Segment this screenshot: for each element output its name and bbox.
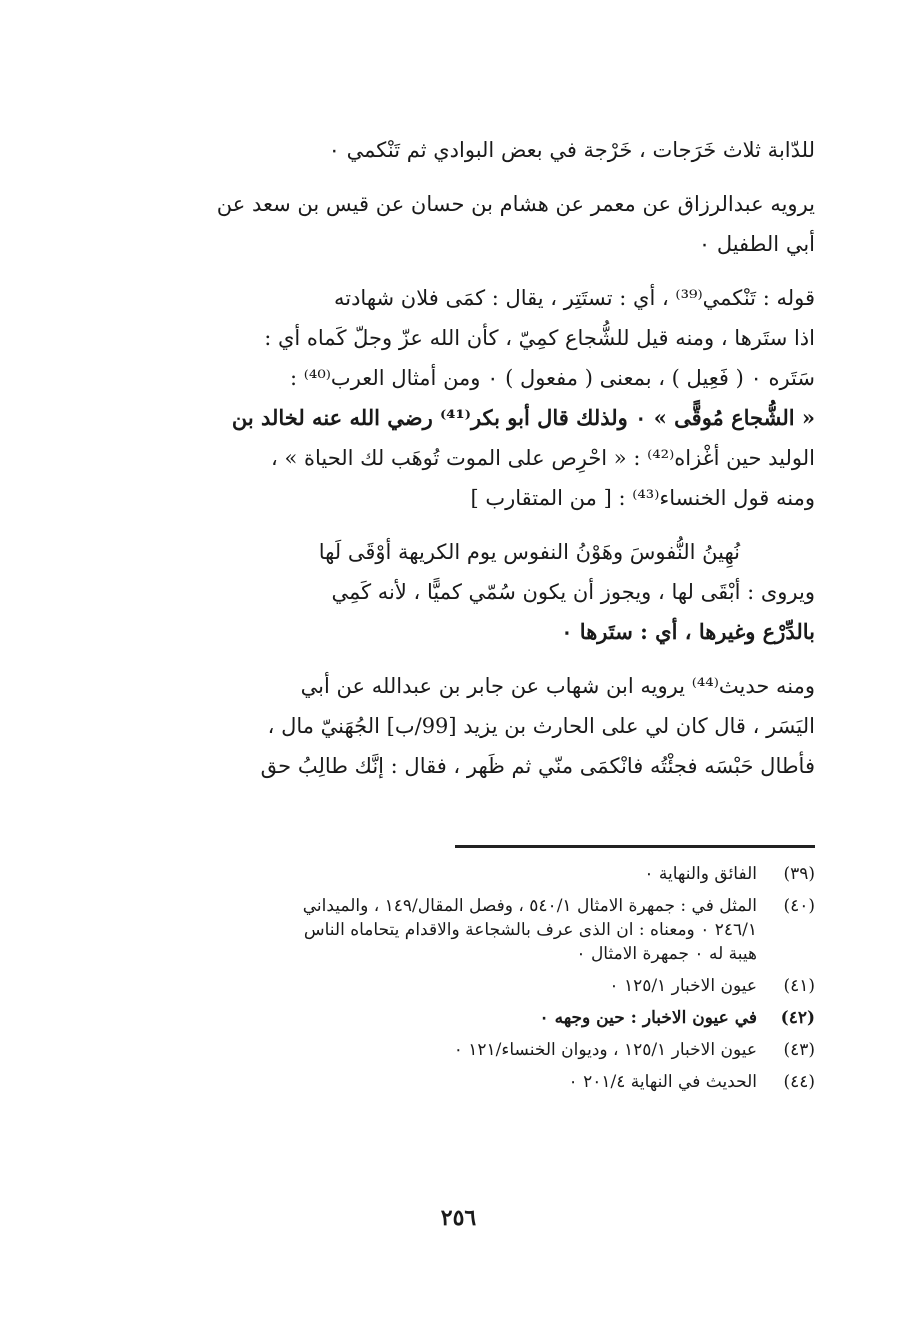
footnotes — [150, 862, 815, 1102]
paragraph-1 — [150, 130, 815, 170]
footnote-text: في عيون الاخبار : حين وجهه ٠ — [539, 1008, 757, 1028]
footnote-text: الفائق والنهاية ٠ — [644, 864, 757, 884]
paragraph-4 — [150, 572, 815, 652]
footnote-43 — [150, 1038, 815, 1062]
paragraph-5 — [150, 666, 815, 786]
poem-verse — [150, 532, 815, 572]
text-line: أبي الطفيل ٠ — [698, 232, 815, 256]
footnote-44 — [150, 1070, 815, 1094]
page-number: ٢٥٦ — [440, 1205, 477, 1231]
footnote-text: المثل في : جمهرة الامثال ٥٤٠/١ ، وفصل المقال/١٤٩ ، والميداني — [302, 896, 757, 916]
text-line: سَتَره ٠ ( فَعِيل ) ، بمعنى ( مفعول ) ٠ ومن أمثال العرب⁽⁴⁰⁾ : — [290, 366, 815, 390]
text-line: « الشُّجاع مُوقًّى » ٠ ولذلك قال أبو بكر⁽⁴¹⁾ رضي الله عنه لخالد بن — [231, 405, 815, 430]
text-line: يرويه عبدالرزاق عن معمر عن هشام بن حسان عن قيس بن سعد عن — [216, 192, 815, 216]
text-line: اذا ستَرها ، ومنه قيل للشُّجاع كمِيّ ، كأن الله عزّ وجلّ كَماه أي : — [264, 326, 815, 350]
footnote-number: (٤٤) — [783, 1072, 815, 1092]
footnote-text: عيون الاخبار ١٢٥/١ ٠ — [609, 976, 757, 996]
text-line: قوله : تَنْكمي⁽³⁹⁾ ، أي : تستَتِر ، يقال : كمَى فلان شهادته — [333, 286, 815, 310]
footnote-divider — [455, 845, 815, 848]
footnote-text: هيبة له ٠ جمهرة الامثال ٠ — [576, 944, 757, 964]
footnote-number: (٤٣) — [783, 1040, 815, 1060]
footnote-40 — [150, 894, 815, 966]
footnote-text: عيون الاخبار ١٢٥/١ ، وديوان الخنساء/١٢١ ٠ — [453, 1040, 757, 1060]
footnote-number: (٤٠) — [783, 896, 815, 916]
footnote-text: الحديث في النهاية ٢٠١/٤ ٠ — [568, 1072, 757, 1092]
text-line: فأطال حَبْسَه فجئْتُه فانْكمَى منّي ثم ظَهر ، فقال : إنَّك طالِبُ حق — [260, 754, 815, 778]
footnote-39 — [150, 862, 815, 886]
text-line: ويروى : أبْقَى لها ، ويجوز أن يكون سُمّي كميًّا ، لأنه كَمِي — [331, 580, 815, 604]
verse-line: نُهِينُ النُّفوسَ وهَوْنُ النفوس يوم الكريهة أوْقَى لَها — [318, 540, 740, 564]
text-line: اليَسَر ، قال كان لي على الحارث بن يزيد [99/ب] الجُهَنيّ مال ، — [267, 714, 815, 738]
footnote-text: ٢٤٦/١ ٠ ومعناه : ان الذى عرف بالشجاعة والاقدام يتحاماه الناس — [303, 920, 757, 940]
footnote-42 — [150, 1006, 815, 1030]
footnote-number: (٤٢) — [780, 1008, 815, 1028]
paragraph-3 — [150, 278, 815, 518]
main-text — [150, 130, 815, 786]
paragraph-2 — [150, 184, 815, 264]
footnote-41 — [150, 974, 815, 998]
text-line: بالدِّرْع وغيرها ، أي : ستَرها ٠ — [561, 619, 815, 644]
text-line: الوليد حين أغْزاه⁽⁴²⁾ : « احْرِص على الموت تُوهَب لك الحياة » ، — [271, 446, 815, 470]
text-line: ومنه حديث⁽⁴⁴⁾ يرويه ابن شهاب عن جابر بن عبدالله عن أبي — [300, 674, 815, 698]
text-line: للدّابة ثلاث خَرَجات ، خَرْجة في بعض البوادي ثم تَنْكمي ٠ — [328, 138, 815, 162]
footnote-number: (٣٩) — [783, 864, 815, 884]
text-line: ومنه قول الخنساء⁽⁴³⁾ : [ من المتقارب ] — [470, 486, 815, 510]
footnote-number: (٤١) — [783, 976, 815, 996]
